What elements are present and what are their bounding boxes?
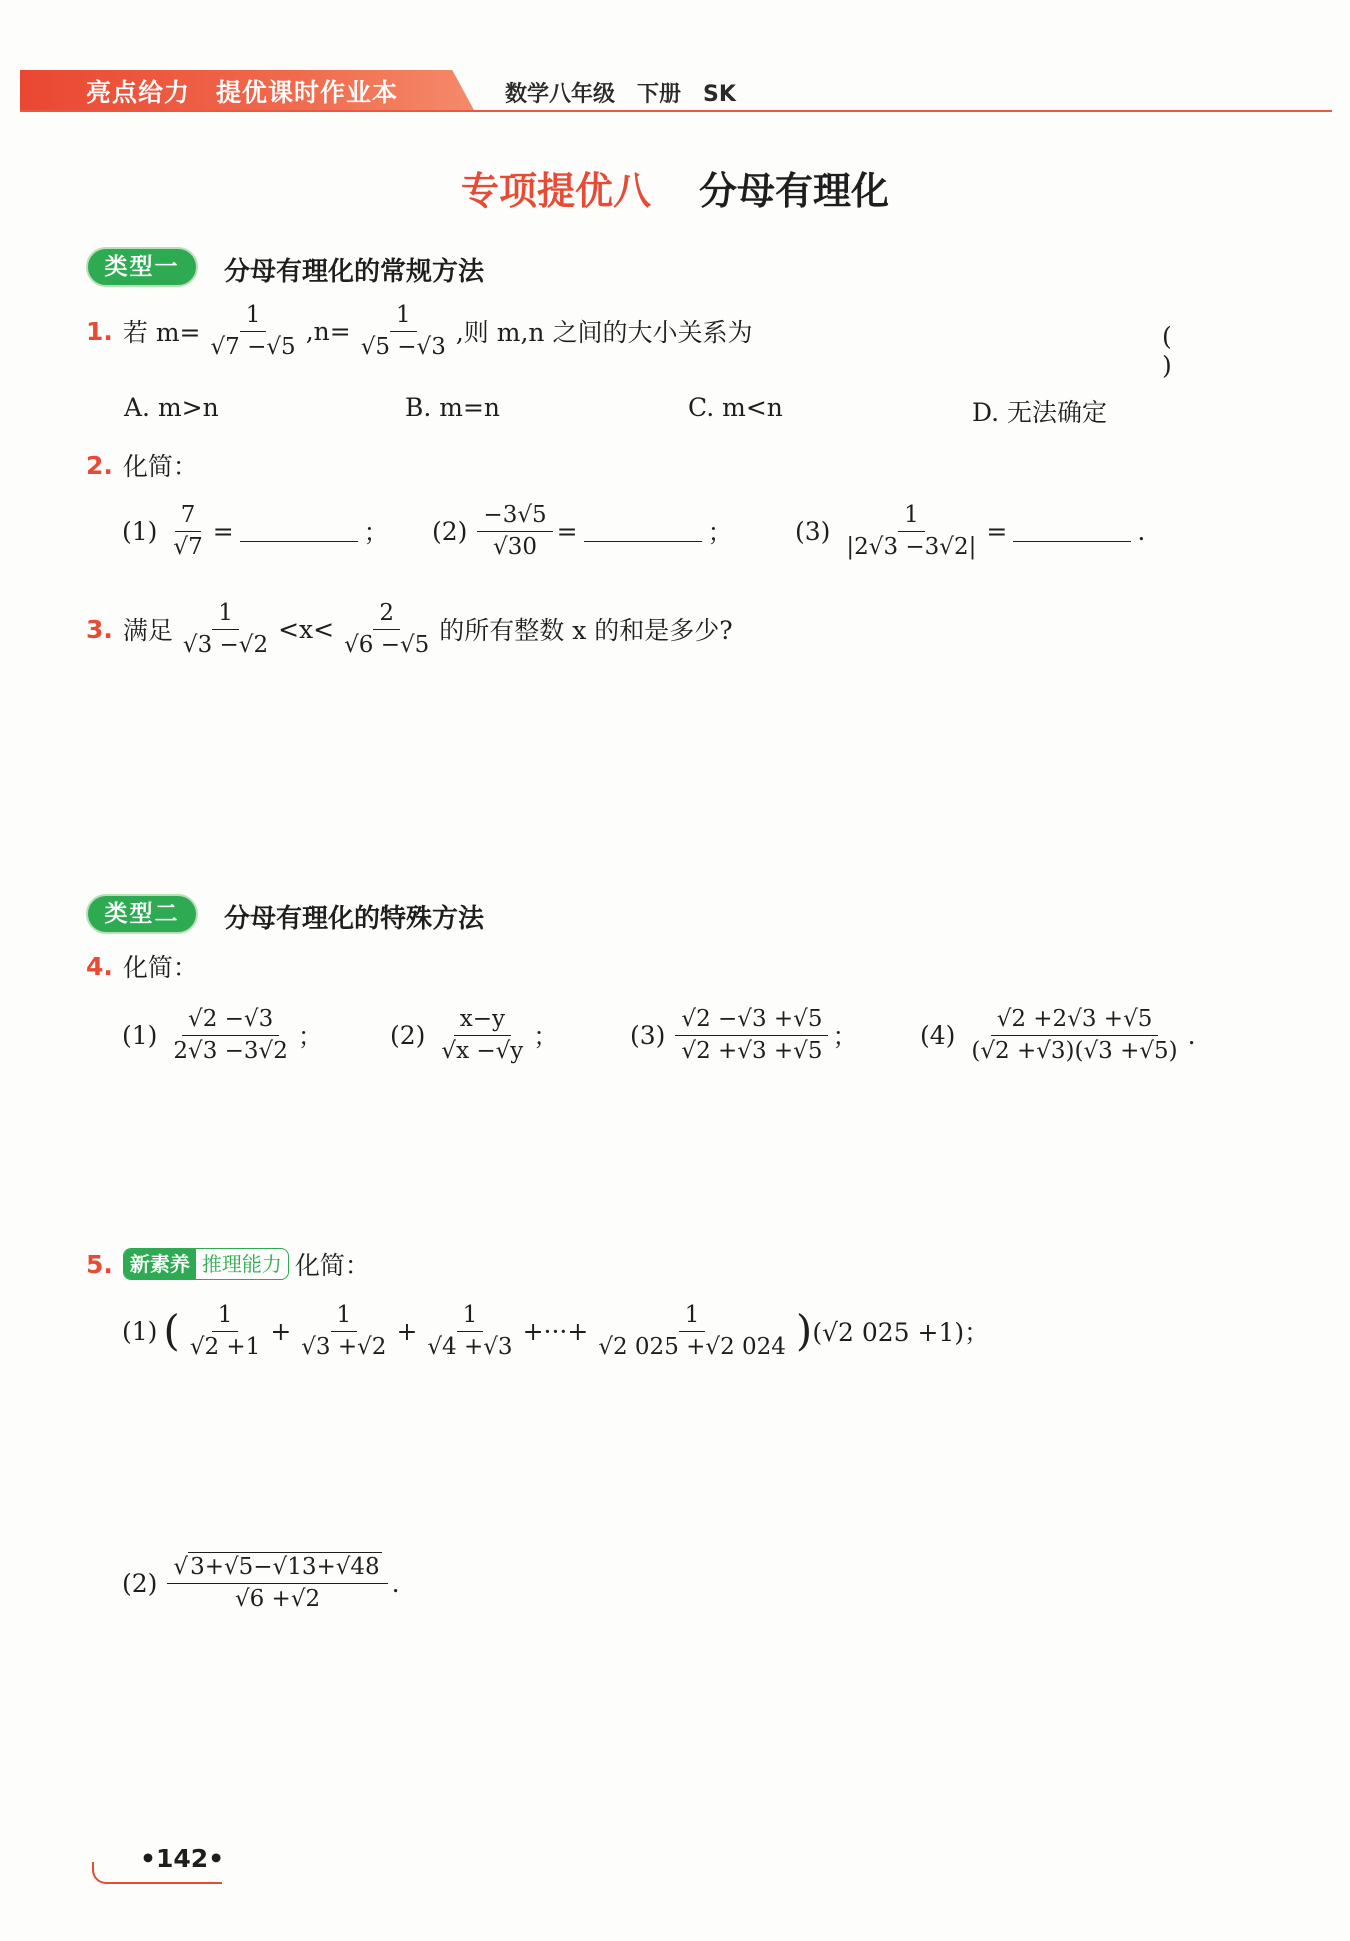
punctuation: ；: [297, 1022, 323, 1052]
question-number: 5.: [86, 1249, 113, 1279]
q1-text-2: ,n=: [305, 316, 351, 346]
numerator: √2 +2√3 +√5: [991, 1004, 1159, 1036]
sub-label: (1): [122, 1020, 158, 1050]
sub-label: (1): [122, 516, 158, 546]
denominator: √7 −√5: [210, 333, 296, 360]
fraction: [167, 1004, 293, 1067]
q4-part-2: [390, 1004, 558, 1067]
radical-sign: √: [173, 1554, 189, 1580]
fraction: [477, 500, 552, 563]
multiplier: (√2 025 +1)；: [812, 1318, 990, 1348]
answer-parentheses[interactable]: ( ): [1162, 322, 1230, 380]
numerator: 1: [457, 1300, 484, 1332]
denominator: √6 −√5: [344, 631, 430, 658]
section-title: 分母有理化的常规方法: [224, 257, 485, 287]
numerator: 1: [240, 300, 267, 332]
option-c[interactable]: C. m<n: [688, 393, 783, 422]
denominator: √30: [493, 533, 537, 560]
numerator: x−y: [454, 1004, 511, 1036]
answer-blank[interactable]: [1013, 520, 1131, 542]
punctuation: ；: [832, 1022, 858, 1052]
q4-part-1: [122, 1004, 323, 1067]
section-title: 分母有理化的特殊方法: [224, 904, 485, 934]
denominator: √5 −√3: [360, 333, 446, 360]
denominator: √2 025 +√2 024: [598, 1333, 786, 1360]
numerator: 2: [373, 598, 400, 630]
equals-sign: =: [556, 516, 578, 546]
page-number: •142•: [140, 1844, 225, 1873]
denominator: 2√3 −3√2: [173, 1037, 288, 1064]
badge-secondary: 推理能力: [201, 1252, 282, 1276]
fraction: [184, 1300, 267, 1363]
question-number: 1.: [86, 316, 113, 346]
badge-primary: 新素养: [124, 1249, 196, 1279]
sub-label: (2): [122, 1568, 158, 1598]
punctuation: .: [1137, 516, 1146, 546]
denominator: (√2 +√3)(√3 +√5): [971, 1037, 1178, 1064]
right-paren: ): [795, 1306, 813, 1356]
denominator: √4 +√3: [427, 1333, 513, 1360]
equals-sign: =: [212, 516, 234, 546]
numerator: 7: [175, 500, 202, 532]
option-b[interactable]: B. m=n: [405, 393, 501, 422]
plus-sign: +: [270, 1316, 292, 1346]
q5-text: 化简：: [294, 1251, 370, 1280]
q2-part-2: [432, 500, 733, 563]
numerator: 1: [212, 1300, 239, 1332]
title-black: 分母有理化: [699, 169, 890, 213]
answer-blank[interactable]: [240, 520, 358, 542]
fraction: [965, 1004, 1183, 1067]
question-4: [86, 948, 198, 984]
section-badge: 类型一: [86, 247, 198, 287]
fraction: [840, 500, 982, 563]
q3-text-1: 满足: [122, 616, 173, 646]
inequality: <x<: [278, 614, 335, 644]
punctuation: .: [1187, 1020, 1196, 1050]
question-2: [86, 447, 198, 483]
denominator: √x −√y: [441, 1037, 524, 1064]
fraction: [295, 1300, 392, 1363]
header-rule: [20, 110, 1332, 112]
answer-blank[interactable]: [584, 520, 702, 542]
q2-part-3: [795, 500, 1145, 563]
denominator: √3 −√2: [182, 631, 269, 658]
numerator: √2 −√3 +√5: [675, 1004, 828, 1036]
fraction: [177, 598, 274, 661]
numerator: √2 −√3: [182, 1004, 279, 1036]
q3-text-2: 的所有整数 x 的和是多少?: [439, 616, 733, 646]
sub-label: (3): [630, 1020, 666, 1050]
equals-sign: =: [986, 516, 1008, 546]
fraction: [675, 1004, 828, 1067]
punctuation: ；: [707, 518, 733, 548]
fraction: [205, 300, 302, 363]
q1-text-1: 若 m=: [122, 318, 201, 348]
punctuation: ；: [533, 1022, 559, 1052]
q2-text: 化简：: [122, 452, 198, 481]
question-number: 3.: [86, 614, 113, 644]
ellipsis-sum: +···+: [522, 1316, 589, 1346]
series-brand: 亮点给力 提优课时作业本: [86, 78, 399, 107]
question-5: [86, 1246, 370, 1282]
q1-text-3: ,则 m,n 之间的大小关系为: [455, 318, 753, 348]
numerator: 1: [212, 598, 239, 630]
fraction: [355, 300, 452, 363]
q4-text: 化简：: [122, 953, 198, 982]
denominator: |2√3 −3√2|: [846, 533, 977, 560]
page-title: [0, 160, 1350, 215]
denominator: √3 +√2: [301, 1333, 387, 1360]
plus-sign: +: [396, 1316, 418, 1346]
fraction: [338, 598, 435, 661]
question-1: [86, 300, 752, 363]
q2-part-1: [122, 500, 389, 563]
fraction: [167, 500, 208, 563]
numerator: 1: [331, 1300, 358, 1332]
nested-radicand: 3+√5−√13+√48: [190, 1554, 380, 1580]
numerator: 1: [679, 1300, 706, 1332]
punctuation: ；: [363, 518, 389, 548]
fraction: [167, 1552, 387, 1615]
denominator: √2 +√3 +√5: [681, 1037, 823, 1064]
question-number: 2.: [86, 450, 113, 480]
fraction: [592, 1300, 792, 1363]
option-a[interactable]: A. m>n: [124, 393, 219, 422]
numerator: −3√5: [477, 500, 552, 532]
fraction: [421, 1300, 518, 1363]
q4-part-3: [630, 1004, 857, 1067]
q5-part-1: [122, 1300, 989, 1363]
question-number: 4.: [86, 951, 113, 981]
fraction: [435, 1004, 529, 1067]
sub-label: (4): [920, 1020, 956, 1050]
option-d[interactable]: D. 无法确定: [972, 398, 1108, 427]
left-paren: (: [163, 1306, 180, 1356]
q5-part-2: [122, 1552, 400, 1615]
literacy-badge: [123, 1248, 289, 1280]
numerator: [167, 1552, 387, 1584]
denominator: √2 +1: [189, 1333, 261, 1360]
book-info: 数学八年级 下册 SK: [505, 82, 736, 107]
numerator: 1: [390, 300, 417, 332]
sub-label: (2): [432, 516, 468, 546]
page-number-rule: [112, 1882, 222, 1884]
denominator: √6 +√2: [234, 1585, 321, 1612]
sub-label: (2): [390, 1020, 426, 1050]
sub-label: (1): [122, 1316, 158, 1346]
q4-part-4: [920, 1004, 1196, 1067]
title-red: 专项提优八: [460, 169, 651, 213]
page-number-ornament: [92, 1862, 118, 1884]
section-badge: 类型二: [86, 894, 198, 934]
denominator: √7: [173, 533, 203, 560]
punctuation: .: [391, 1568, 400, 1598]
sub-label: (3): [795, 516, 831, 546]
question-3: [86, 598, 733, 661]
numerator: 1: [898, 500, 925, 532]
